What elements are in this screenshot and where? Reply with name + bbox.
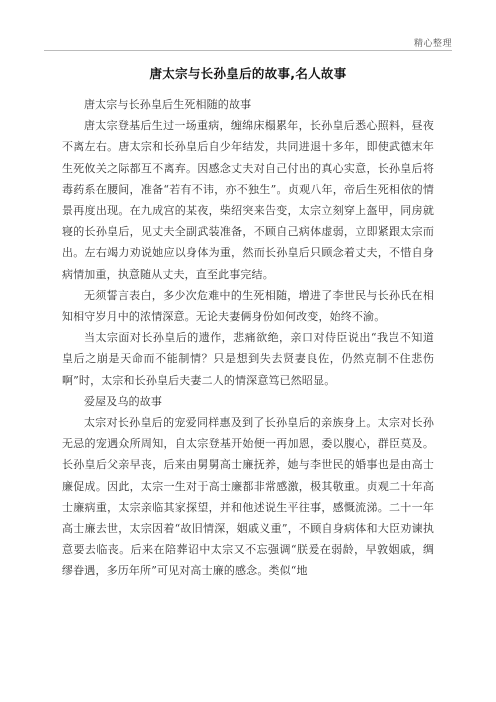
section-heading: 唐太宗与长孙皇后生死相随的故事: [84, 98, 252, 111]
document-title: 唐太宗与长孙皇后的故事,名人故事: [149, 66, 347, 81]
body-paragraph: 太宗对长孙皇后的宠爱同样惠及到了长孙皇后的亲族身上。太宗对长孙无忌的宠遇众所周知，自太宗登基开始便一再加恩，委以腹心，群臣莫及。长孙皇后父亲早丧，后来由舅舅高士廉抚养，她与李世民的婚事也是由高士廉促成。因此，太宗一生对于高士廉都非常感激，极其敬重。贞观二十年高士廉病重，太宗亲临其家探望，并和他述说生平往事，感慨流涕。二十一年高士廉去世，太宗因着“故旧情深，姻戚义重”，不顾自身病体和大臣劝谏执意要去临丧。后来在陪葬诏中太宗又不忘强调“朕爰在弱龄，早敦姻戚，绸缪眷遇，多历年所”可见对高士廉的感念。类似“地: [62, 416, 434, 578]
section-heading: 爱屋及乌的故事: [84, 394, 163, 408]
body-paragraph: 唐太宗登基后生过一场重病，缠绵床榻累年，长孙皇后悉心照料，昼夜不离左右。唐太宗和长孙皇后自少年结发，共同进退十多年，即使武德末年生死攸关之际都互不离弃。因感念丈夫对自己付出的真心实意，长孙皇后将毒药系在腰间，准备“若有不讳，亦不独生”。贞观八年，帝后生死相依的情景再度出现。在九成宫的某夜，柴绍突来告变，太宗立刻穿上盔甲，同房就寝的长孙皇后，见丈夫全副武装准备，不顾自己病体虚弱，立即紧跟太宗而出。左右竭力劝说她应以身体为重，然而长孙皇后只顾念着丈夫，不惜自身病情加重，执意随从丈夫，直至此事完结。: [62, 119, 434, 281]
body-paragraph: 无须誓言表白，多少次危难中的生死相随，增进了李世民与长孙氏在相知相守岁月中的浓情深意。无论夫妻俩身份如何改变，始终不渝。: [62, 288, 434, 324]
header-note: 精心整理: [413, 39, 452, 49]
header-divider: [44, 50, 452, 51]
body-paragraph: 当太宗面对长孙皇后的遗作，悲痛欲绝，亲口对侍臣说出“我岂不知道皇后之崩是天命而不能制情？只是想到失去贤妻良佐，仍然克制不住悲伤啊”时，太宗和长孙皇后夫妻二人的情深意笃已然昭显。: [62, 331, 434, 387]
document-body: [62, 94, 434, 582]
